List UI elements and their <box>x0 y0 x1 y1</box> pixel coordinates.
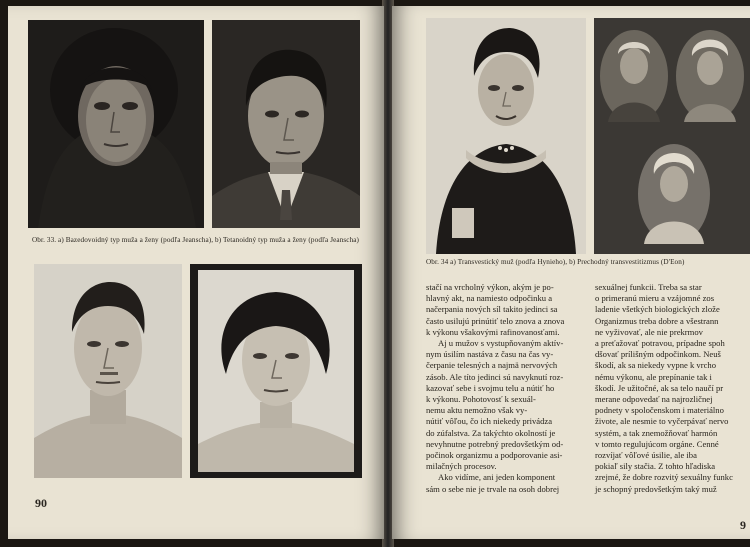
photo-basedowoid-woman <box>28 20 204 228</box>
col2-line: dšovať prílišným odpočinkom. Neuš <box>595 349 721 360</box>
col2-line: ladenie všetkých biologických zlože <box>595 304 720 315</box>
col2-line: sexuálnej funkcii. Treba sa star <box>595 282 702 292</box>
right-page <box>392 6 750 539</box>
col1-line: čerpanie telesných a najmä nervových <box>426 360 558 371</box>
photo-transvestite-man <box>426 18 586 254</box>
col1-line: k výkonu. Pohotovosť k sexuál- <box>426 394 536 405</box>
figure-33-caption: Obr. 33. a) Bazedovoidný typ muža a ženy (podľa Jeanscha), b) Tetanoidný typ muža a ženy (podľa Jeanscha) <box>32 236 360 244</box>
col2-line: je schopný predovšetkým taký muž <box>595 483 717 494</box>
col1-line: nemu aktu nemožno však vy- <box>426 405 528 416</box>
figure-34-caption: Obr. 34 a) Transvestický muž (podľa Hynieho), b) Prechodný transvestitizmus (D'Eon) <box>426 258 685 266</box>
col2-line: podnety v spoločenskom i materiálno <box>595 405 724 416</box>
photo-tetanoid-woman <box>190 264 362 478</box>
col1-line: počinok organizmu a podporovanie asi- <box>426 450 563 461</box>
col2-line: merane odpovedať na najrozličnej <box>595 394 713 405</box>
col1-line: zásob. Ale títo jedinci sú navyknutí roz- <box>426 371 564 382</box>
col1-line: do zúfalstva. Za takýchto okolností je <box>426 427 556 438</box>
photo-tetanoid-man <box>34 264 182 478</box>
col2-line: živote, ale nesmie to vyčerpávať nervo <box>595 416 729 427</box>
col2-line: Organizmus treba dobre a všestrann <box>595 315 719 326</box>
col1-line: stačí na vrcholný výkon, akým je po- <box>426 282 554 292</box>
col2-line: a preťažovať potravou, prípadne spoh <box>595 338 725 349</box>
col2-line: v tomto regulujúcom orgáne. Cenné <box>595 438 719 449</box>
photo-deon-portraits <box>594 18 750 254</box>
col1-line: Aj u mužov s vystupňovaným aktív- <box>438 338 564 349</box>
text-column-1 <box>426 282 586 495</box>
page-number-right: 9 <box>740 518 746 532</box>
col1-line: nevyhnutne potrebný predovšetkým od- <box>426 438 564 449</box>
page-number-left: 90 <box>35 496 47 510</box>
text-column-2 <box>595 282 750 495</box>
col2-line: škodí. Je užitočné, ak sa telo naučí pr <box>595 382 724 393</box>
col2-line: o primeranú mieru a vzájomné zos <box>595 293 715 304</box>
col1-line: k výkonu všakovými rafinovanosťami. <box>426 326 560 337</box>
col1-line: kazovať sebe i svojmu telu a nútiť ho <box>426 382 555 393</box>
col2-line: nému výkonu, ale prepínanie tak i <box>595 371 712 382</box>
col2-line: škodí, ak sa niekedy vypne k vrcho <box>595 360 717 371</box>
col1-line: hlavný akt, na namiesto odpočinku a <box>426 293 553 304</box>
col2-line: rozvíjať vôľové úsilie, ale iba <box>595 450 697 461</box>
col2-line: zrejmé, že dobre rozvitý sexuálny funkc <box>595 472 733 483</box>
col1-line: načerpania nových síl takito jedinci sa <box>426 304 558 315</box>
photo-basedowoid-man <box>212 20 360 228</box>
col2-line: pokiaľ sily stačia. Z tohto hľadiska <box>595 461 716 472</box>
col1-line: milačných procesov. <box>426 461 497 472</box>
col2-line: systém, a tak znemožňovať harmón <box>595 427 718 438</box>
col1-line: nym úsilím nastáva z času na čas vy- <box>426 349 554 360</box>
col1-line: nútiť vôľou, čo ich niekedy privádza <box>426 416 553 427</box>
col1-line: Ako vidíme, ani jeden komponent <box>438 472 556 483</box>
col1-line: sám o sebe nie je trvale na osoh dobrej <box>426 483 560 494</box>
left-page <box>8 6 384 539</box>
col2-line: ne vyživovať, ale nie prekrmov <box>595 326 703 337</box>
col1-line: často usilujú prinútiť telo znova a znova <box>426 315 565 326</box>
